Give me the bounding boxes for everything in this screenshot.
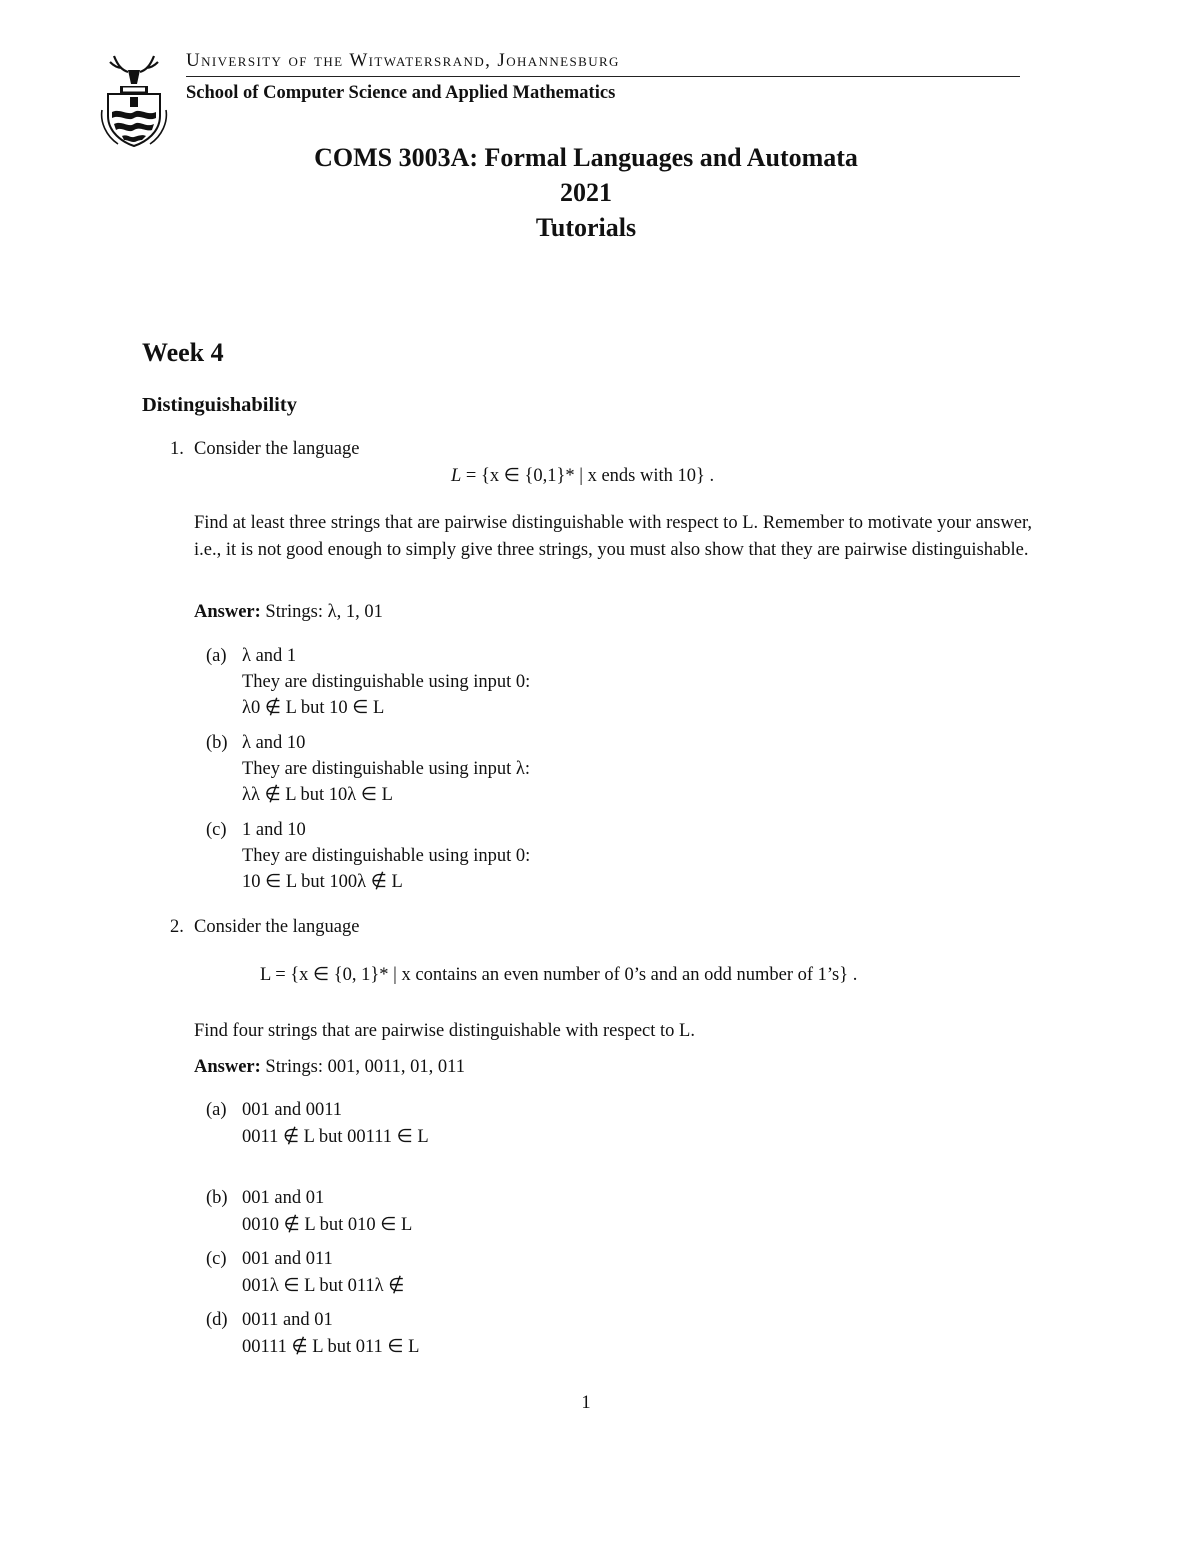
q1-item-c-pair: 1 and 10 xyxy=(242,820,306,840)
q2-item-d-label: (d) xyxy=(206,1310,228,1330)
q1-language-definition xyxy=(451,463,714,489)
q1-lang-rhs: = {x ∈ {0,1}* | x ends with 10} . xyxy=(461,466,715,486)
q2-item-b-proof: 0010 ∉ L but 010 ∈ L xyxy=(242,1215,413,1235)
q2-item-c-proof: 001λ ∈ L but 011λ ∉ xyxy=(242,1276,405,1296)
q2-answer-label: Answer: xyxy=(194,1057,261,1077)
document-kind: Tutorials xyxy=(535,213,637,242)
week-heading: Week 4 xyxy=(142,338,224,367)
q2-number: 2. xyxy=(170,917,184,937)
q2-item-c-pair: 001 and 011 xyxy=(242,1249,333,1269)
q1-number: 1. xyxy=(170,439,184,459)
q1-item-c-label: (c) xyxy=(206,820,227,840)
q1-answer-text: Strings: λ, 1, 01 xyxy=(260,602,383,622)
header-rule xyxy=(186,76,1020,77)
q1-item-a-pair: λ and 1 xyxy=(242,646,297,666)
q1-item-b-proof: λλ ∉ L but 10λ ∈ L xyxy=(242,785,393,805)
q2-item-c-label: (c) xyxy=(206,1249,227,1269)
q1-item-a-proof: λ0 ∉ L but 10 ∈ L xyxy=(242,698,385,718)
q1-item-b-label: (b) xyxy=(206,733,228,753)
q1-item-c-proof: 10 ∈ L but 100λ ∉ L xyxy=(242,872,403,892)
q2-item-a-proof: 0011 ∉ L but 00111 ∈ L xyxy=(242,1127,429,1147)
q2-item-a-label: (a) xyxy=(206,1100,227,1120)
q2-task: Find four strings that are pairwise distinguishable with respect to L. xyxy=(194,1021,695,1041)
q1-lang-lhs: L xyxy=(451,466,462,486)
q2-item-a-pair: 001 and 0011 xyxy=(242,1100,343,1120)
course-title: COMS 3003A: Formal Languages and Automata xyxy=(314,143,858,172)
q2-item-d-proof: 00111 ∉ L but 011 ∈ L xyxy=(242,1337,420,1357)
q2-answer-text: Strings: 001, 0011, 01, 011 xyxy=(260,1057,465,1077)
page-number: 1 xyxy=(581,1393,591,1413)
q2-language-definition: L = {x ∈ {0, 1}* | x contains an even number of 0’s and an odd number of 1’s} . xyxy=(260,965,858,985)
q1-answer xyxy=(194,599,383,625)
document-title xyxy=(0,140,1172,245)
q1-item-c-reason: They are distinguishable using input 0: xyxy=(242,846,531,866)
q2-intro: Consider the language xyxy=(194,917,360,937)
q2-item-b-label: (b) xyxy=(206,1188,228,1208)
q2-item-b-pair: 001 and 01 xyxy=(242,1188,325,1208)
university-name: University of the Witwatersrand, Johannesburg xyxy=(186,50,620,71)
university-crest-logo xyxy=(100,52,168,150)
course-year: 2021 xyxy=(560,178,612,207)
q1-task: Find at least three strings that are pairwise distinguishable with respect to L. Remember to motivate your answer, i.e., it is not good enough to simply give three strings, you must also show that they are pairwise distinguishable. xyxy=(194,513,1032,560)
q1-item-a-reason: They are distinguishable using input 0: xyxy=(242,672,531,692)
q2-answer xyxy=(194,1054,465,1080)
q1-item-a-label: (a) xyxy=(206,646,227,666)
q1-item-b-reason: They are distinguishable using input λ: xyxy=(242,759,530,779)
school-name: School of Computer Science and Applied Mathematics xyxy=(186,83,616,103)
q1-item-b-pair: λ and 10 xyxy=(242,733,306,753)
q1-answer-label: Answer: xyxy=(194,602,261,622)
section-heading: Distinguishability xyxy=(142,394,297,416)
q1-intro: Consider the language xyxy=(194,439,360,459)
q2-item-d-pair: 0011 and 01 xyxy=(242,1310,333,1330)
